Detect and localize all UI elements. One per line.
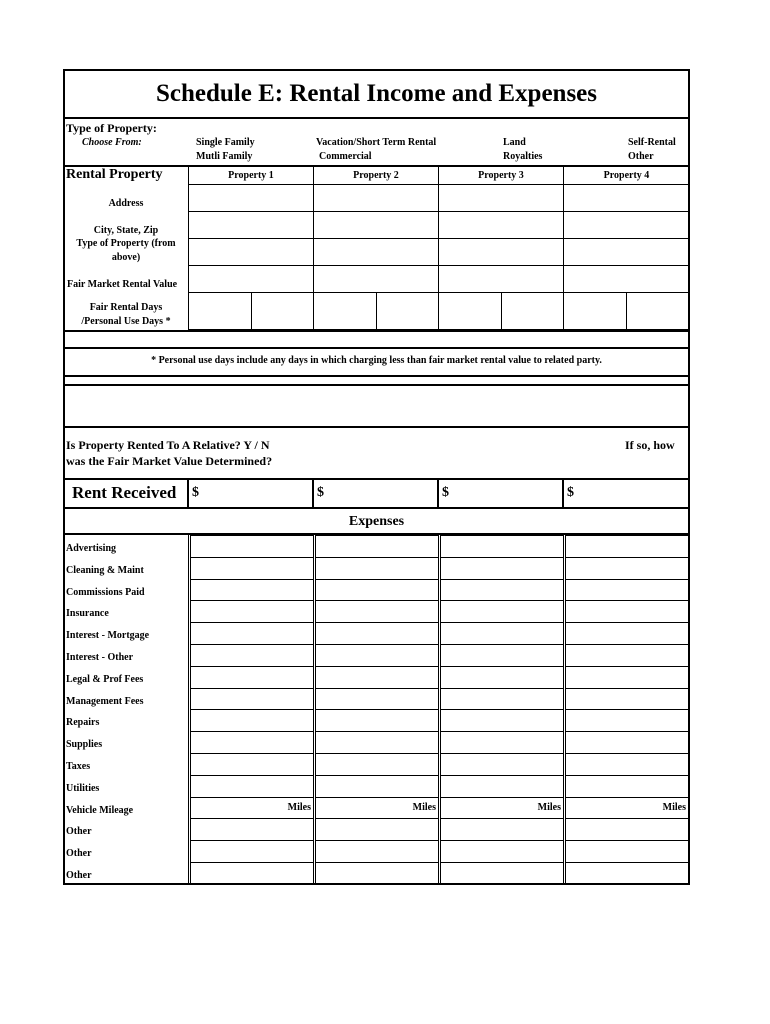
expense-cell-p4[interactable] [565, 862, 689, 885]
property-type-p3[interactable] [438, 238, 564, 266]
expense-cell-p2[interactable] [315, 818, 439, 841]
expense-cell-p4[interactable] [565, 818, 689, 841]
expense-cell-p2[interactable] [315, 753, 439, 776]
option-commercial: Commercial [319, 151, 372, 162]
rent-row-top [63, 478, 690, 480]
expense-cell-p3[interactable] [440, 731, 564, 754]
expense-cell-p2[interactable] [315, 731, 439, 754]
expense-label: Supplies [66, 739, 103, 751]
expense-label: Other [66, 870, 92, 881]
property-type-p1[interactable] [188, 238, 314, 266]
expense-cell-p4[interactable] [565, 709, 689, 732]
fair-days-p1[interactable] [188, 292, 252, 330]
expenses-header: Expenses [348, 514, 405, 529]
expense-cell-p4[interactable] [565, 775, 689, 798]
expense-cell-p3[interactable] [440, 688, 564, 711]
footnote-upper [63, 347, 690, 349]
personal-days-p1[interactable] [251, 292, 314, 330]
fmv-question: was the Fair Market Value Determined? [66, 454, 273, 468]
days-label-2: /Personal Use Days * [81, 316, 171, 327]
rent-divider-0 [187, 478, 189, 508]
expense-cell-p1[interactable] [190, 818, 314, 841]
property-type-p4[interactable] [563, 238, 689, 266]
rent-row-bottom [63, 507, 690, 509]
expense-cell-p4[interactable] [565, 622, 689, 645]
expense-cell-p3[interactable] [440, 622, 564, 645]
city-state-zip-p2[interactable] [313, 211, 439, 239]
rent-divider-3 [562, 478, 564, 508]
expense-label-divider [188, 535, 189, 885]
expense-cell-p2[interactable] [315, 688, 439, 711]
relative-question: Is Property Rented To A Relative? Y / N [66, 438, 270, 452]
expense-cell-p3[interactable] [440, 709, 564, 732]
personal-days-p2[interactable] [376, 292, 439, 330]
miles-label-p1: Miles [287, 801, 311, 813]
fmv-label: Fair Market Rental Value [67, 279, 178, 290]
miles-label-p3: Miles [537, 801, 561, 813]
rent-received-label: Rent Received [72, 483, 177, 502]
expense-label: Interest - Mortgage [66, 630, 150, 642]
city-state-zip-p3[interactable] [438, 211, 564, 239]
expense-label: Repairs [66, 717, 100, 729]
option-vacation-rental: Vacation/Short Term Rental [316, 137, 437, 148]
rental-property-label: Rental Property [66, 167, 163, 182]
rent-p4[interactable]: $ [567, 485, 574, 500]
expense-cell-p3[interactable] [440, 666, 564, 689]
option-multi-family: Mutli Family [196, 151, 253, 162]
fmv-p3[interactable] [438, 265, 564, 293]
address-label: Address [108, 198, 144, 209]
expense-label: Interest - Other [66, 652, 134, 663]
property-2-header: Property 2 [353, 170, 399, 181]
expense-label: Commissions Paid [66, 586, 145, 598]
expense-cell-p3[interactable] [440, 600, 564, 623]
option-single-family: Single Family [196, 137, 255, 148]
expense-cell-p3[interactable] [440, 862, 564, 885]
expense-cell-p3[interactable] [440, 818, 564, 841]
expense-label: Taxes [66, 761, 91, 772]
fmv-p4[interactable] [563, 265, 689, 293]
expense-cell-p1[interactable] [190, 644, 314, 667]
option-royalties: Royalties [503, 151, 543, 162]
city-state-zip-p4[interactable] [563, 211, 689, 239]
address-line1-p2[interactable] [313, 184, 439, 212]
expense-cell-p3[interactable] [440, 775, 564, 798]
footnote-top [63, 330, 690, 332]
expense-cell-p4[interactable] [565, 600, 689, 623]
expense-label: Utilities [66, 782, 100, 794]
rent-divider-1 [312, 478, 314, 508]
expense-cell-p1[interactable] [190, 600, 314, 623]
expense-cell-p1[interactable] [190, 579, 314, 602]
expense-cell-p1[interactable] [190, 709, 314, 732]
type-label-1: Type of Property (from [76, 238, 176, 249]
type-of-property-label: Type of Property: [66, 121, 157, 135]
expense-cell-p2[interactable] [315, 579, 439, 602]
expense-cell-p2[interactable] [315, 840, 439, 863]
days-label-1: Fair Rental Days [89, 302, 163, 313]
property-3-header: Property 3 [478, 170, 524, 181]
blank-band-top [63, 384, 690, 386]
expense-cell-p2[interactable] [315, 775, 439, 798]
fmv-p1[interactable] [188, 265, 314, 293]
expense-cell-p1[interactable] [190, 775, 314, 798]
city-label: City, State, Zip [93, 225, 159, 236]
rent-divider-2 [437, 478, 439, 508]
expense-cell-p4[interactable] [565, 840, 689, 863]
expense-cell-p3[interactable] [440, 753, 564, 776]
rent-p3[interactable]: $ [442, 485, 449, 500]
expense-label: Vehicle Mileage [66, 804, 134, 816]
expense-cell-p2[interactable] [315, 862, 439, 885]
type-label-2: above) [111, 252, 141, 263]
expense-cell-p3[interactable] [440, 579, 564, 602]
expense-cell-p4[interactable] [565, 666, 689, 689]
expense-cell-p2[interactable] [315, 557, 439, 580]
expense-cell-p3[interactable] [440, 840, 564, 863]
miles-label-p2: Miles [412, 801, 436, 813]
city-state-zip-p1[interactable] [188, 211, 314, 239]
expense-cell-p1[interactable] [190, 862, 314, 885]
option-land: Land [503, 137, 526, 148]
option-self-rental: Self-Rental [628, 137, 676, 148]
expense-cell-p1[interactable] [190, 753, 314, 776]
expense-cell-p2[interactable] [315, 600, 439, 623]
expense-cell-p4[interactable] [565, 644, 689, 667]
expense-label: Insurance [66, 608, 109, 620]
property-type-p2[interactable] [313, 238, 439, 266]
expense-label: Advertising [66, 543, 116, 554]
expense-cell-p2[interactable] [315, 666, 439, 689]
expense-label: Legal & Prof Fees [66, 673, 144, 685]
expense-cell-p1[interactable] [190, 688, 314, 711]
expense-cell-p2[interactable] [315, 535, 439, 558]
expense-cell-p1[interactable] [190, 535, 314, 558]
expense-cell-p4[interactable] [565, 557, 689, 580]
fmv-p2[interactable] [313, 265, 439, 293]
fair-days-p4[interactable] [563, 292, 627, 330]
expense-cell-p2[interactable] [315, 622, 439, 645]
expense-cell-p2[interactable] [315, 709, 439, 732]
title-divider [63, 117, 690, 119]
personal-days-p3[interactable] [501, 292, 564, 330]
footnote-text: * Personal use days include any days in which charging less than fair market rental value to related party. [151, 355, 602, 366]
property-4-header: Property 4 [603, 170, 650, 181]
expense-cell-p4[interactable] [565, 753, 689, 776]
expense-cell-p1[interactable] [190, 557, 314, 580]
blank-band-bottom [63, 426, 690, 428]
expense-label: Cleaning & Maint [66, 564, 144, 576]
expense-cell-p1[interactable] [190, 731, 314, 754]
property-1-header: Property 1 [228, 170, 274, 181]
expense-cell-p2[interactable] [315, 644, 439, 667]
expense-cell-p4[interactable] [565, 579, 689, 602]
footnote-lower [63, 375, 690, 377]
choose-from-label: Choose From: [82, 137, 142, 148]
page-title: Schedule E: Rental Income and Expenses [155, 80, 597, 107]
expense-cell-p1[interactable] [190, 622, 314, 645]
expense-cell-p1[interactable] [190, 840, 314, 863]
address-line1-p1[interactable] [188, 184, 314, 212]
fair-days-p3[interactable] [438, 292, 502, 330]
rent-p2[interactable]: $ [317, 485, 324, 500]
if-so-how: If so, how [625, 438, 675, 452]
expense-cell-p4[interactable] [565, 535, 689, 558]
personal-days-p4[interactable] [626, 292, 689, 330]
fair-days-p2[interactable] [313, 292, 377, 330]
address-line1-p4[interactable] [563, 184, 689, 212]
expense-label: Other [66, 826, 92, 838]
expense-label: Other [66, 848, 92, 860]
option-other: Other [628, 151, 654, 162]
address-line1-p3[interactable] [438, 184, 564, 212]
expense-cell-p3[interactable] [440, 557, 564, 580]
expense-cell-p3[interactable] [440, 535, 564, 558]
miles-label-p4: Miles [662, 801, 686, 813]
rent-p1[interactable]: $ [192, 485, 199, 500]
expense-cell-p4[interactable] [565, 688, 689, 711]
expense-cell-p3[interactable] [440, 644, 564, 667]
expense-label: Management Fees [66, 695, 144, 707]
expense-cell-p1[interactable] [190, 666, 314, 689]
expense-cell-p4[interactable] [565, 731, 689, 754]
